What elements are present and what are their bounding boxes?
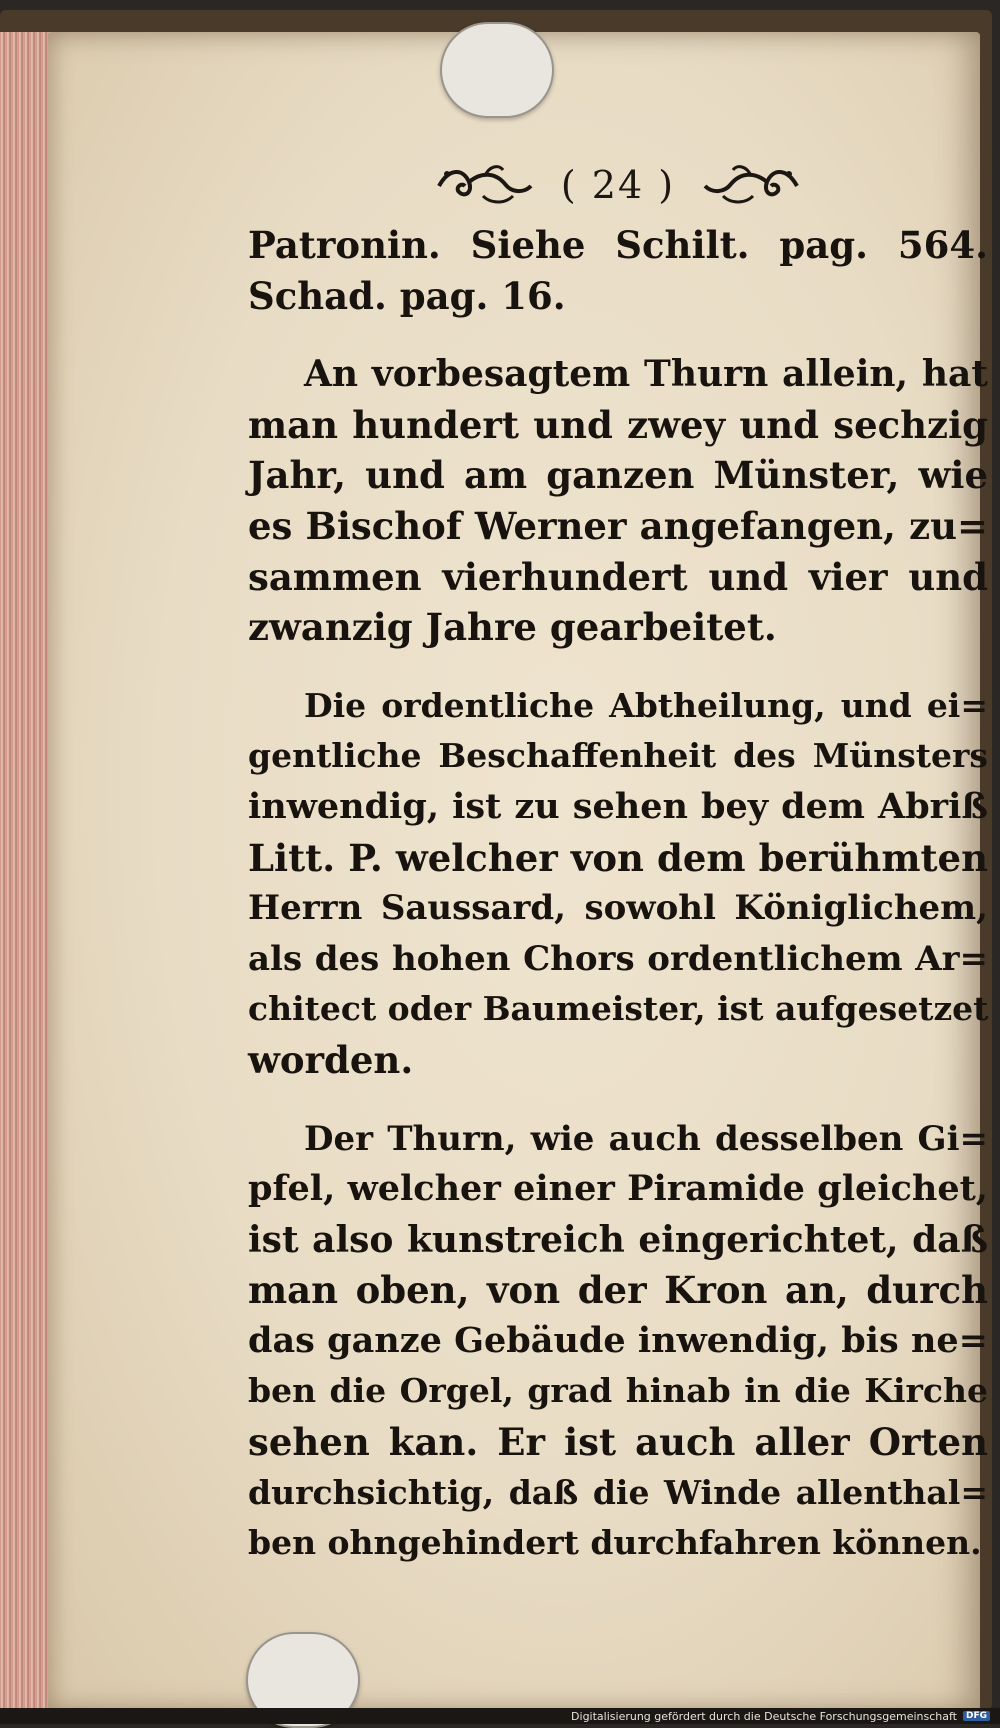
text-line: man oben, von der Kron an, durch — [248, 1268, 988, 1313]
text-line: An vorbesagtem Thurn allein, hat — [304, 353, 988, 396]
text-line: chitect oder Baumeister, ist aufgesetzet — [248, 989, 989, 1029]
paragraph-interior — [248, 681, 988, 1086]
text-line: ben die Orgel, grad hinab in die Kirche — [248, 1371, 988, 1411]
dfg-logo: DFG — [963, 1711, 990, 1721]
text-line: sammen vierhundert und vier und — [248, 554, 988, 599]
text-line: als des hohen Chors ordentlichem Ar= — [248, 938, 988, 979]
left-ornament-icon — [435, 162, 535, 208]
footer-credit: Digitalisierung gefördert durch die Deutsche Forschungsgemeinschaft — [571, 1709, 957, 1723]
paragraph-tower — [248, 349, 988, 653]
text-line: Litt. P. welcher von dem berühmten — [248, 835, 988, 880]
text-line: das ganze Gebäude inwendig, bis ne= — [248, 1319, 988, 1361]
text-line: zwanzig Jahre gearbeitet. — [248, 605, 777, 650]
right-ornament-icon — [701, 162, 801, 208]
text-line: Herrn Saussard, sowohl Königlichem, — [248, 888, 988, 929]
paragraph-spire — [248, 1114, 988, 1569]
book-page — [48, 32, 989, 1712]
text-line: gentliche Beschaffenheit des Münsters — [248, 736, 988, 776]
text-line: ben ohngehindert durchfahren können. — [248, 1523, 982, 1563]
text-line: sehen kan. Er ist auch aller Orten — [248, 1420, 988, 1465]
digitization-footer — [0, 1708, 1000, 1724]
page-number: ( 24 ) — [560, 163, 676, 207]
text-line: ist also kunstreich eingerichtet, daß — [248, 1218, 988, 1261]
text-line: Schad. pag. 16. — [248, 273, 566, 318]
book-scan — [0, 10, 992, 1710]
text-line: worden. — [248, 1037, 414, 1082]
page-clip-top — [440, 22, 554, 118]
text-line: Jahr, und am ganzen Münster, wie — [248, 453, 988, 498]
page-header — [388, 150, 848, 220]
text-line: man hundert und zwey und sechzig — [248, 402, 988, 447]
text-line: Der Thurn, wie auch desselben Gi= — [304, 1118, 988, 1159]
text-line: es Bischof Werner angefangen, zu= — [248, 503, 988, 548]
text-line: durchsichtig, daß die Winde allenthal= — [248, 1472, 988, 1512]
text-line: Patronin. Siehe Schilt. pag. 564. — [248, 223, 988, 267]
text-line: pfel, welcher einer Piramide gleichet, — [248, 1168, 988, 1210]
body-text — [248, 220, 988, 1569]
page-edges — [0, 32, 53, 1712]
text-line: Die ordentliche Abtheilung, und ei= — [304, 685, 988, 725]
text-line: inwendig, ist zu sehen bey dem Abriß — [248, 785, 988, 827]
paragraph-reference — [248, 220, 988, 321]
